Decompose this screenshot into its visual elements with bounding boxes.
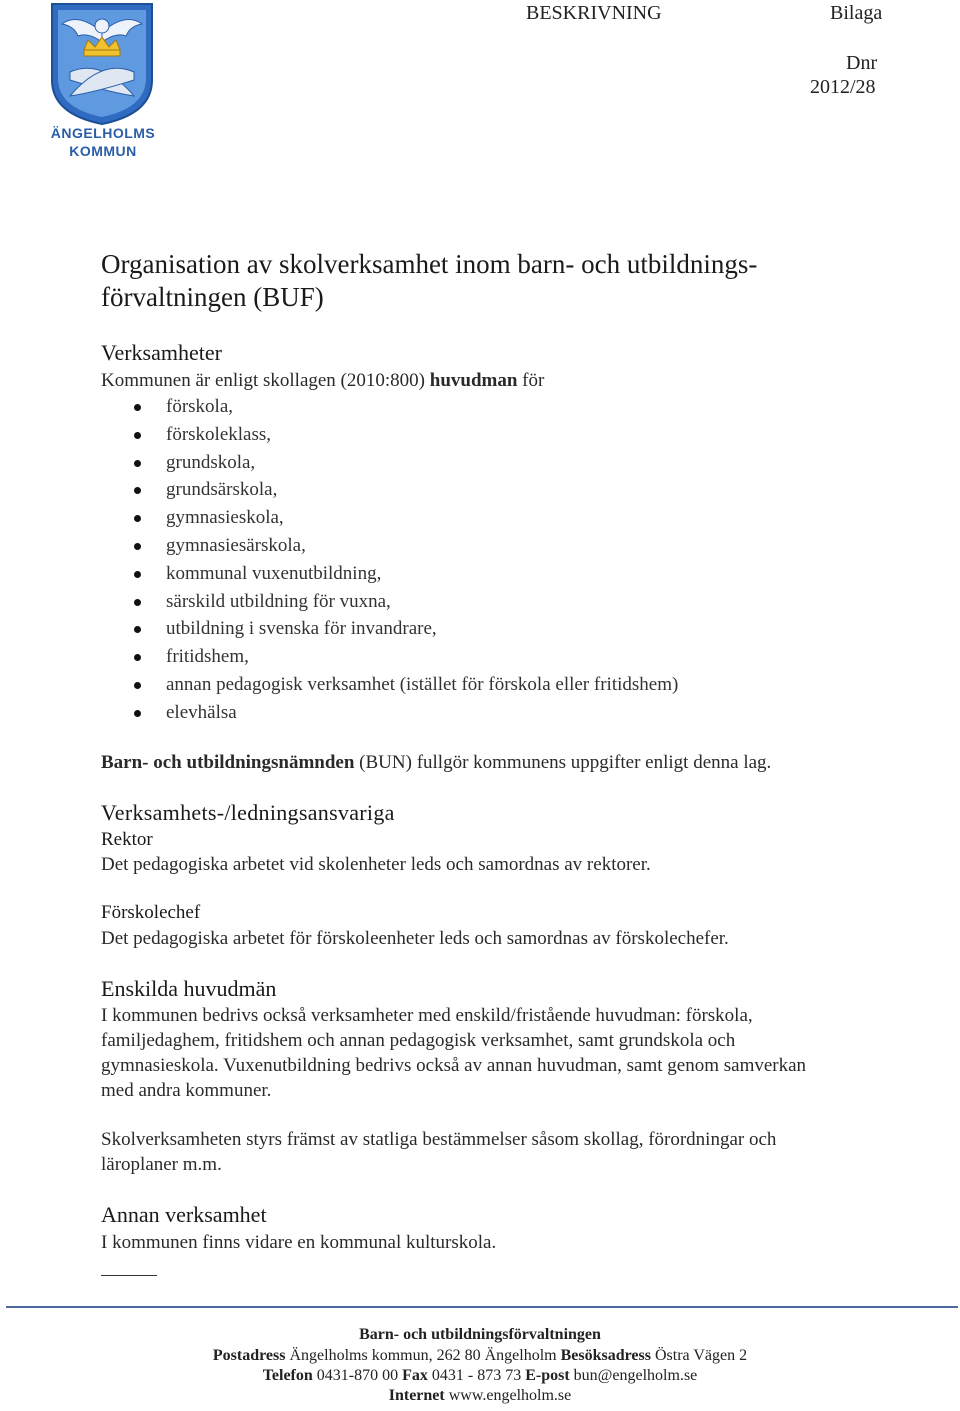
title-line2: förvaltningen (BUF): [101, 282, 324, 312]
bullet-icon: [134, 571, 141, 578]
annan-heading: Annan verksamhet: [101, 1202, 267, 1227]
intro-pre: Kommunen är enligt skollagen (2010:800): [101, 370, 425, 391]
list-item: fritidshem,: [101, 643, 678, 671]
forskolechef-heading: Förskolechef: [101, 902, 201, 923]
styrs-paragraph: Skolverksamheten styrs främst av statliga bestämmelser såsom skollag, förordningar och läroplaner m.m.: [101, 1129, 777, 1175]
bullet-icon: [134, 515, 141, 522]
footer-address-line: Postadress Ängelholms kommun, 262 80 Ängelholm Besöksadress Östra Vägen 2: [212, 1347, 748, 1364]
page-title: [101, 248, 901, 314]
list-item: grundskola,: [101, 449, 678, 477]
footer-org: Barn- och utbildningsförvaltningen: [359, 1326, 601, 1343]
bullet-icon: [134, 710, 141, 717]
dnr-value: 2012/28: [810, 76, 876, 98]
forskolechef-text: Det pedagogiska arbetet för förskoleenheter leds och samordnas av förskolechefer.: [101, 928, 729, 949]
title-line1: Organisation av skolverksamhet inom barn- och utbildnings-: [101, 249, 758, 279]
footer-internet-line: Internet www.engelholm.se: [388, 1387, 572, 1404]
list-item: elevhälsa: [101, 699, 678, 727]
bullet-icon: [134, 460, 141, 467]
attachment-label: Bilaga: [830, 2, 883, 24]
bullet-icon: [134, 654, 141, 661]
list-item: grundsärskola,: [101, 476, 678, 504]
list-item: förskola,: [101, 393, 678, 421]
footer-contact-line: Telefon 0431-870 00 Fax 0431 - 873 73 E-post bun@engelholm.se: [262, 1367, 698, 1384]
list-item: utbildning i svenska för invandrare,: [101, 615, 678, 643]
list-item: annan pedagogisk verksamhet (istället för förskola eller fritidshem): [101, 671, 678, 699]
bun-name: Barn- och utbildningsnämnden: [101, 752, 355, 773]
ledning-heading: Verksamhets-/ledningsansvariga: [101, 800, 395, 825]
enskilda-paragraph: I kommunen bedrivs också verksamheter med enskild/fristående huvudman: förskola, familjedaghem, fritidshem och annan pedagogisk verksamhet, samt grundskola och gymnasieskola. Vuxenutbildning bedrivs också av annan huvudman, samt genom samverkan med andra kommuner.: [101, 1005, 807, 1101]
intro-post: för: [522, 370, 545, 391]
bullet-icon: [134, 487, 141, 494]
bullet-icon: [134, 404, 141, 411]
dnr-label: Dnr: [846, 52, 878, 74]
bullet-icon: [134, 682, 141, 689]
logo-name-line2: KOMMUN: [69, 143, 137, 159]
logo-name-line1: ÄNGELHOLMS: [50, 125, 156, 141]
bullet-icon: [134, 626, 141, 633]
annan-text: I kommunen finns vidare en kommunal kulturskola.: [101, 1232, 497, 1253]
coat-of-arms-icon: [48, 2, 158, 127]
bullet-icon: [134, 543, 141, 550]
list-item: särskild utbildning för vuxna,: [101, 588, 678, 616]
bullet-icon: [134, 432, 141, 439]
bun-text: (BUN) fullgör kommunens uppgifter enligt denna lag.: [359, 752, 772, 773]
bullet-icon: [134, 599, 141, 606]
list-item: förskoleklass,: [101, 421, 678, 449]
list-item: gymnasiesärskola,: [101, 532, 678, 560]
doc-type-label: BESKRIVNING: [526, 2, 662, 24]
bun-paragraph: [101, 750, 901, 775]
rektor-text: Det pedagogiska arbetet vid skolenheter leds och samordnas av rektorer.: [101, 854, 651, 875]
rektor-heading: Rektor: [101, 829, 153, 850]
list-item: kommunal vuxenutbildning,: [101, 560, 678, 588]
enskilda-heading: Enskilda huvudmän: [101, 976, 277, 1001]
verksamheter-list: [101, 393, 678, 727]
list-item: gymnasieskola,: [101, 504, 678, 532]
end-rule: [101, 1275, 157, 1276]
verksamheter-intro: [101, 368, 901, 393]
verksamheter-heading: Verksamheter: [101, 340, 222, 365]
footer-divider: [6, 1306, 958, 1308]
intro-huvudman: huvudman: [429, 370, 518, 391]
